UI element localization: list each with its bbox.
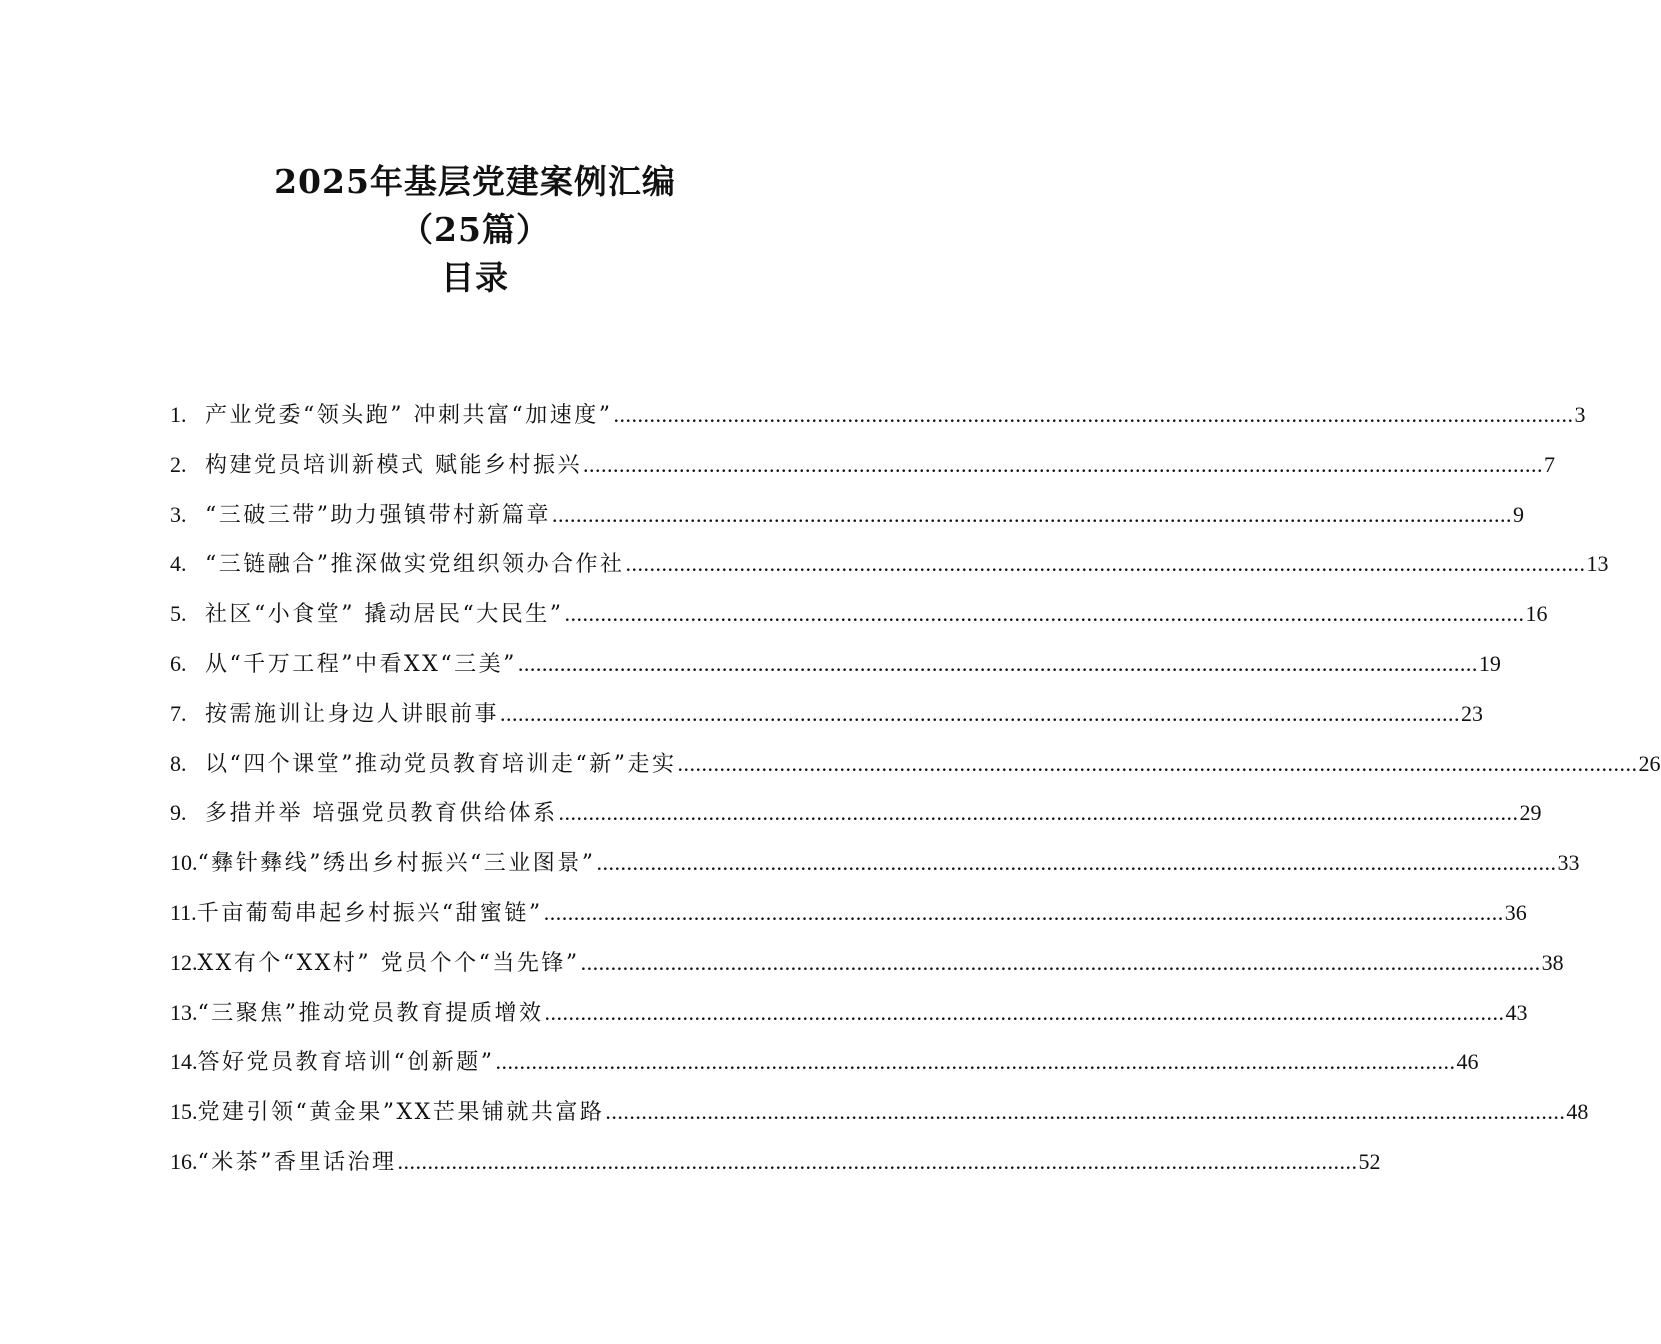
toc-dot-leader: [496, 1037, 1456, 1087]
toc-entry-title: 构建党员培训新模式 赋能乡村振兴: [205, 452, 582, 478]
toc-entry-number: 9.: [170, 800, 187, 826]
toc-entry-title: 千亩葡萄串起乡村振兴“甜蜜链”: [196, 900, 543, 926]
toc-entry-page: 19: [1478, 650, 1501, 676]
toc-entry-page: 16: [1525, 601, 1548, 627]
toc-entry-title: 社区“小食堂” 撬动居民“大民生”: [205, 602, 564, 628]
toc-entry[interactable]: [170, 1137, 1381, 1187]
toc-entry[interactable]: [170, 988, 1528, 1038]
toc-entry-page: 29: [1519, 800, 1542, 826]
toc-entry[interactable]: [170, 440, 1555, 490]
toc-entry-number: 2.: [170, 451, 187, 477]
toc-dot-leader: [559, 788, 1519, 838]
toc-dot-leader: [398, 1137, 1358, 1187]
toc-entry-page: 3: [1574, 402, 1586, 427]
toc-entry-number: 11.: [170, 899, 197, 925]
toc-dot-leader: [583, 440, 1543, 490]
toc-entry[interactable]: [170, 1037, 1479, 1087]
toc-entry-page: 43: [1505, 999, 1528, 1025]
toc-entry[interactable]: [170, 689, 1484, 739]
toc-entry-page: 48: [1566, 1099, 1589, 1125]
toc-dot-leader: [544, 888, 1504, 938]
toc-entry-number: 6.: [170, 650, 187, 676]
toc-dot-leader: [613, 390, 1573, 440]
toc-entry-number: 10.: [170, 850, 198, 876]
toc-entry-title: “米茶”香里话治理: [197, 1149, 397, 1175]
toc-entry[interactable]: [170, 390, 1586, 440]
toc-entry-title: “三链融合”推深做实党组织领办合作社: [205, 552, 625, 578]
toc-entry-page: 46: [1456, 1049, 1479, 1075]
toc-dot-leader: [597, 838, 1557, 888]
toc-entry-number: 15.: [170, 1099, 198, 1125]
toc-entry-number: 13.: [170, 999, 198, 1025]
toc-entry-title: “三聚焦”推动党员教育提质增效: [197, 1000, 544, 1026]
toc-entry-number: 3.: [170, 501, 187, 527]
toc-entry-title: 多措并举 培强党员教育供给体系: [205, 801, 558, 827]
toc-entry-page: 9: [1513, 501, 1524, 527]
toc-entry-page: 13: [1586, 551, 1609, 577]
toc-entry[interactable]: [170, 539, 1609, 589]
toc-entry-title: 产业党委“领头跑” 冲刺共富“加速度”: [205, 403, 613, 428]
toc-entry-page: 38: [1541, 949, 1564, 975]
toc-entry-title: “三破三带”助力强镇带村新篇章: [205, 502, 551, 528]
toc-entry[interactable]: [170, 938, 1564, 988]
toc-entry-page: 36: [1504, 899, 1527, 925]
document-subtitle-count: （25篇）: [400, 210, 550, 249]
toc-entry-page: 23: [1461, 700, 1484, 726]
toc-entry-title: 党建引领“黄金果”XX芒果铺就共富路: [197, 1100, 605, 1126]
table-of-contents: [170, 390, 1661, 1187]
toc-entry-number: 16.: [170, 1148, 198, 1174]
toc-dot-leader: [605, 1087, 1565, 1137]
toc-entry[interactable]: [170, 838, 1580, 888]
toc-entry-number: 14.: [170, 1049, 198, 1075]
toc-dot-leader: [500, 689, 1460, 739]
toc-entry-number: 8.: [170, 750, 187, 776]
toc-dot-leader: [626, 539, 1586, 589]
toc-entry-page: 26: [1638, 750, 1661, 776]
toc-entry[interactable]: [170, 888, 1527, 938]
toc-dot-leader: [678, 739, 1638, 789]
toc-dot-leader: [581, 938, 1541, 988]
toc-entry-title: 按需施训让身边人讲眼前事: [205, 701, 500, 727]
toc-entry-number: 7.: [170, 700, 187, 726]
toc-entry[interactable]: [170, 788, 1542, 838]
toc-entry-page: 7: [1544, 451, 1555, 477]
toc-entry-number: 4.: [170, 551, 187, 577]
toc-entry-title: 答好党员教育培训“创新题”: [197, 1050, 495, 1076]
toc-entry-number: 1.: [170, 402, 187, 427]
toc-entry[interactable]: [170, 1087, 1589, 1137]
document-title-block: [0, 158, 950, 302]
toc-entry[interactable]: [170, 589, 1548, 639]
toc-entry-title: 以“四个课堂”推动党员教育培训走“新”走实: [205, 751, 677, 777]
toc-entry[interactable]: [170, 739, 1661, 789]
toc-entry[interactable]: [170, 490, 1524, 540]
toc-entry-page: 33: [1557, 850, 1580, 876]
toc-entry-title: “彝针彝线”绣出乡村振兴“三业图景”: [197, 851, 596, 877]
toc-entry-title: XX有个“XX村” 党员个个“当先锋”: [197, 950, 580, 976]
toc-entry-number: 5.: [170, 601, 187, 627]
toc-entry-number: 12.: [170, 949, 198, 975]
toc-entry[interactable]: [170, 639, 1501, 689]
toc-dot-leader: [564, 589, 1524, 639]
toc-heading: 目录: [441, 258, 509, 297]
toc-entry-title: 从“千万工程”中看XX“三美”: [205, 651, 517, 677]
toc-dot-leader: [545, 988, 1505, 1038]
document-title: 2025年基层党建案例汇编: [274, 162, 676, 201]
toc-entry-page: 52: [1358, 1148, 1381, 1174]
toc-dot-leader: [552, 490, 1512, 540]
toc-dot-leader: [518, 639, 1478, 689]
